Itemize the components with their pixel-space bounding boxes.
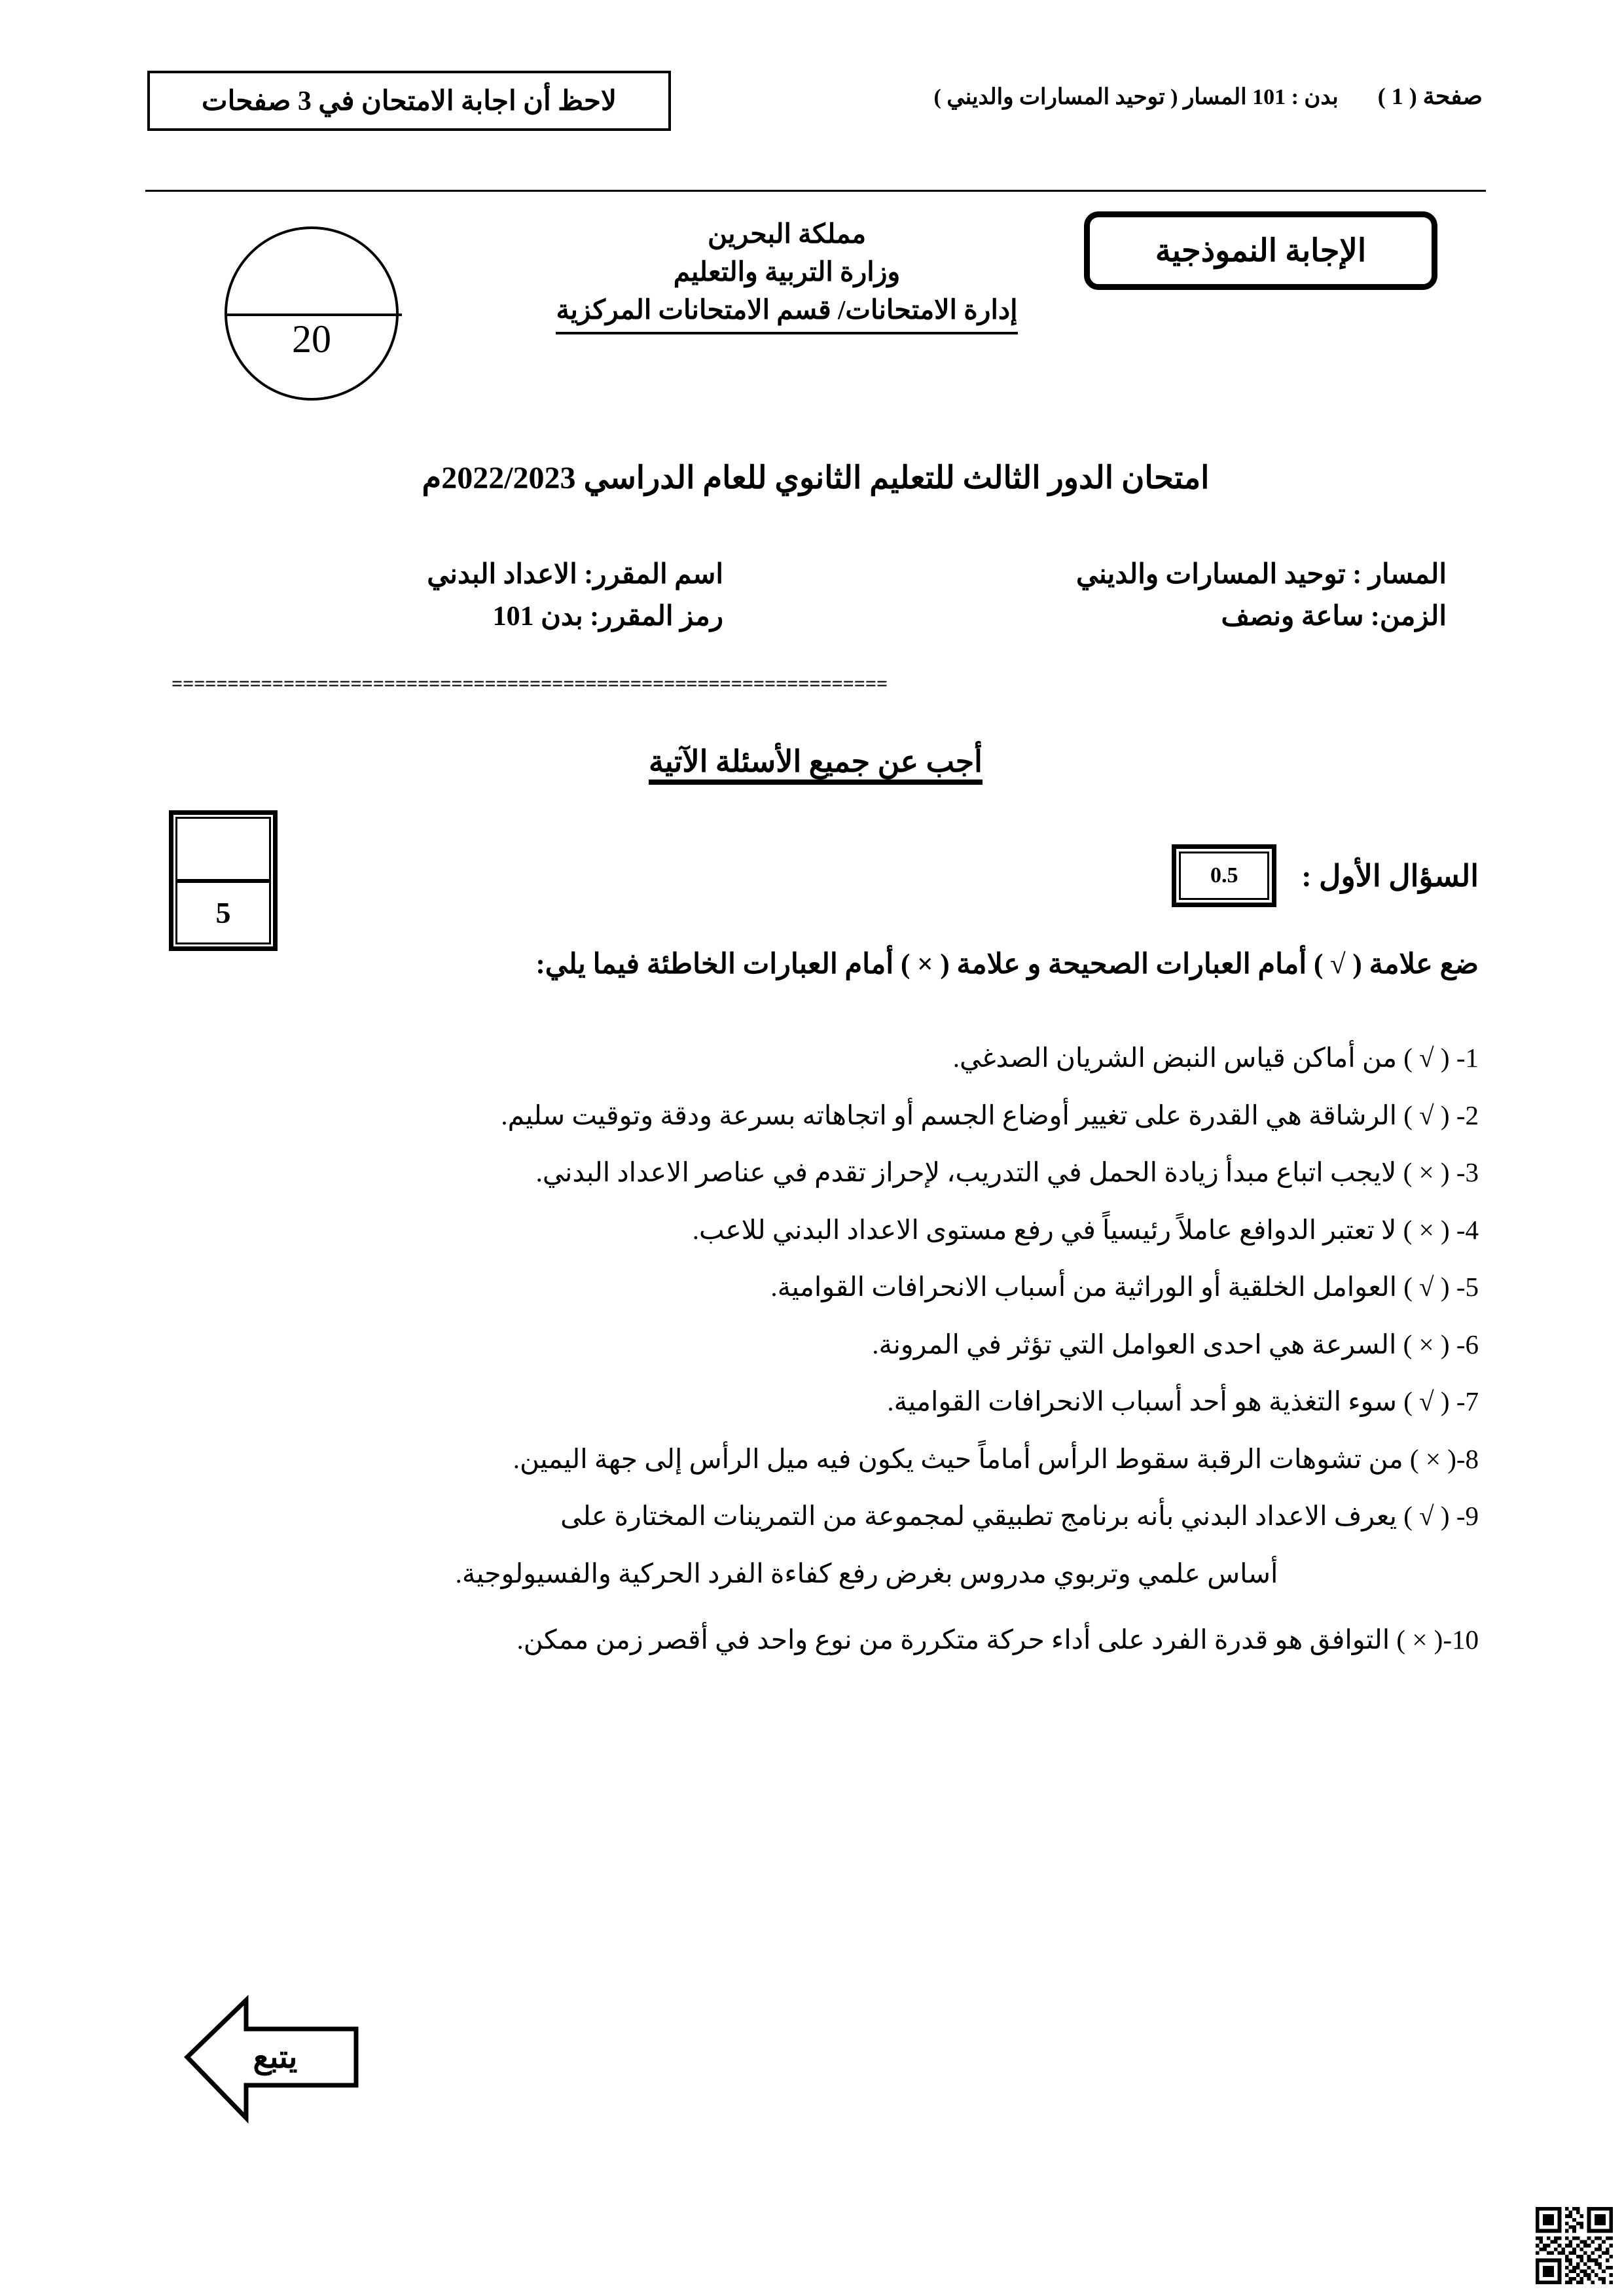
- statement-item: [255, 1267, 1479, 1308]
- statement-text: 4- ( × ) لا تعتبر الدوافع عاملاً رئيسياً في رفع مستوى الاعداد البدني للاعب.: [692, 1214, 1479, 1245]
- answer-key-label: الإجابة النموذجية: [1155, 234, 1367, 268]
- ministry-block: [538, 215, 1036, 334]
- question-1-score-box: [169, 810, 278, 951]
- question-1-items: [255, 1038, 1479, 1677]
- question-1-mark-value: 0.5: [1179, 852, 1269, 900]
- score-earned-cell[interactable]: [177, 819, 269, 883]
- answer-all-text: أجب عن جميع الأسئلة الآتية: [649, 745, 983, 785]
- page-header: [147, 71, 1483, 134]
- statement-item: [255, 1496, 1479, 1537]
- course-name-label: اسم المقرر: الاعداد البدني: [427, 560, 724, 590]
- statement-item: [255, 1153, 1479, 1193]
- statement-text: 1- ( √ ) من أماكن قياس النبض الشريان الصدغي.: [952, 1043, 1479, 1073]
- question-1-instruction: ضع علامة ( √ ) أمام العبارات الصحيحة و علامة ( × ) أمام العبارات الخاطئة فيما يلي:: [535, 949, 1479, 980]
- statement-text: 5- ( √ ) العوامل الخلقية أو الوراثية من أسباب الانحرافات القوامية.: [770, 1272, 1479, 1302]
- country-name: مملكة البحرين: [707, 219, 867, 249]
- track-label: المسار : توحيد المسارات والديني: [1075, 560, 1447, 590]
- continued-arrow: [183, 1988, 360, 2126]
- course-info-row-2: [145, 600, 1486, 632]
- statement-text: 10-( × ) التوافق هو قدرة الفرد على أداء حركة متكررة من نوع واحد في أقصر زمن ممكن.: [516, 1624, 1479, 1655]
- statement-text: 2- ( √ ) الرشاقة هي القدرة على تغيير أوضاع الجسم أو اتجاهاته بسرعة ودقة وتوقيت سليم.: [501, 1100, 1479, 1130]
- statement-item: [255, 1210, 1479, 1251]
- score-box-inner: [175, 817, 271, 944]
- ministry-band: [145, 208, 1486, 404]
- statement-item: [255, 1620, 1479, 1660]
- pages-notice-text: لاحظ أن اجابة الامتحان في 3 صفحات: [202, 86, 617, 117]
- statement-item: [255, 1439, 1479, 1480]
- score-total-cell: 5: [215, 895, 231, 929]
- section-separator: ================================================================: [171, 674, 888, 694]
- course-code-label: رمز المقرر: بدن 101: [492, 601, 724, 632]
- continued-label: يتبع: [253, 2040, 298, 2075]
- header-divider-rule: [145, 190, 1486, 192]
- header-meta: [934, 82, 1483, 110]
- answer-key-box: [1084, 211, 1437, 290]
- question-1-mark-box: [1172, 844, 1276, 907]
- statement-item: [255, 1038, 1479, 1079]
- statement-text: 7- ( √ ) سوء التغذية هو أحد أسباب الانحرافات القوامية.: [887, 1386, 1479, 1416]
- question-1-label: السؤال الأول :: [1301, 859, 1479, 893]
- statement-text: 8-( × ) من تشوهات الرقبة سقوط الرأس أماماً حيث يكون فيه ميل الرأس إلى جهة اليمين.: [513, 1443, 1479, 1474]
- total-mark-circle: [225, 226, 399, 401]
- total-mark-value: 20: [292, 317, 331, 361]
- statement-item: [255, 1382, 1479, 1422]
- mark-circle-divider: [226, 314, 402, 316]
- page-number-label: صفحة ( 1 ): [1377, 83, 1483, 109]
- question-1-header: [1172, 844, 1479, 907]
- ministry-name: وزارة التربية والتعليم: [673, 257, 901, 287]
- course-info-row-1: [145, 558, 1486, 590]
- statement-item-continuation: [255, 1554, 1479, 1594]
- answer-all-instruction: [145, 744, 1486, 779]
- qr-code-icon: [1536, 2207, 1613, 2284]
- department-name: إدارة الامتحانات/ قسم الامتحانات المركزية: [556, 291, 1017, 334]
- qr-code: [1536, 2207, 1613, 2284]
- header-course-code-line: بدن : 101 المسار ( توحيد المسارات والديني ): [933, 85, 1339, 109]
- course-info: [145, 558, 1486, 641]
- department-line: [538, 291, 1036, 334]
- exam-title: امتحان الدور الثالث للتعليم الثانوي للعام الدراسي 2022/2023م: [422, 461, 1210, 495]
- statement-item: [255, 1096, 1479, 1136]
- statement-text: 9- ( √ ) يعرف الاعداد البدني بأنه برنامج تطبيقي لمجموعة من التمرينات المختارة على: [560, 1501, 1479, 1531]
- duration-label: الزمن: ساعة ونصف: [1221, 601, 1447, 632]
- pages-notice-box: [147, 71, 671, 131]
- statement-text: أساس علمي وتربوي مدروس بغرض رفع كفاءة الفرد الحركية والفسيولوجية.: [455, 1558, 1278, 1588]
- statement-text: 6- ( × ) السرعة هي احدى العوامل التي تؤثر في المرونة.: [872, 1329, 1479, 1359]
- statement-text: 3- ( × ) لايجب اتباع مبدأ زيادة الحمل في التدريب، لإحراز تقدم في عناصر الاعداد البدني.: [535, 1157, 1479, 1187]
- statement-item: [255, 1325, 1479, 1365]
